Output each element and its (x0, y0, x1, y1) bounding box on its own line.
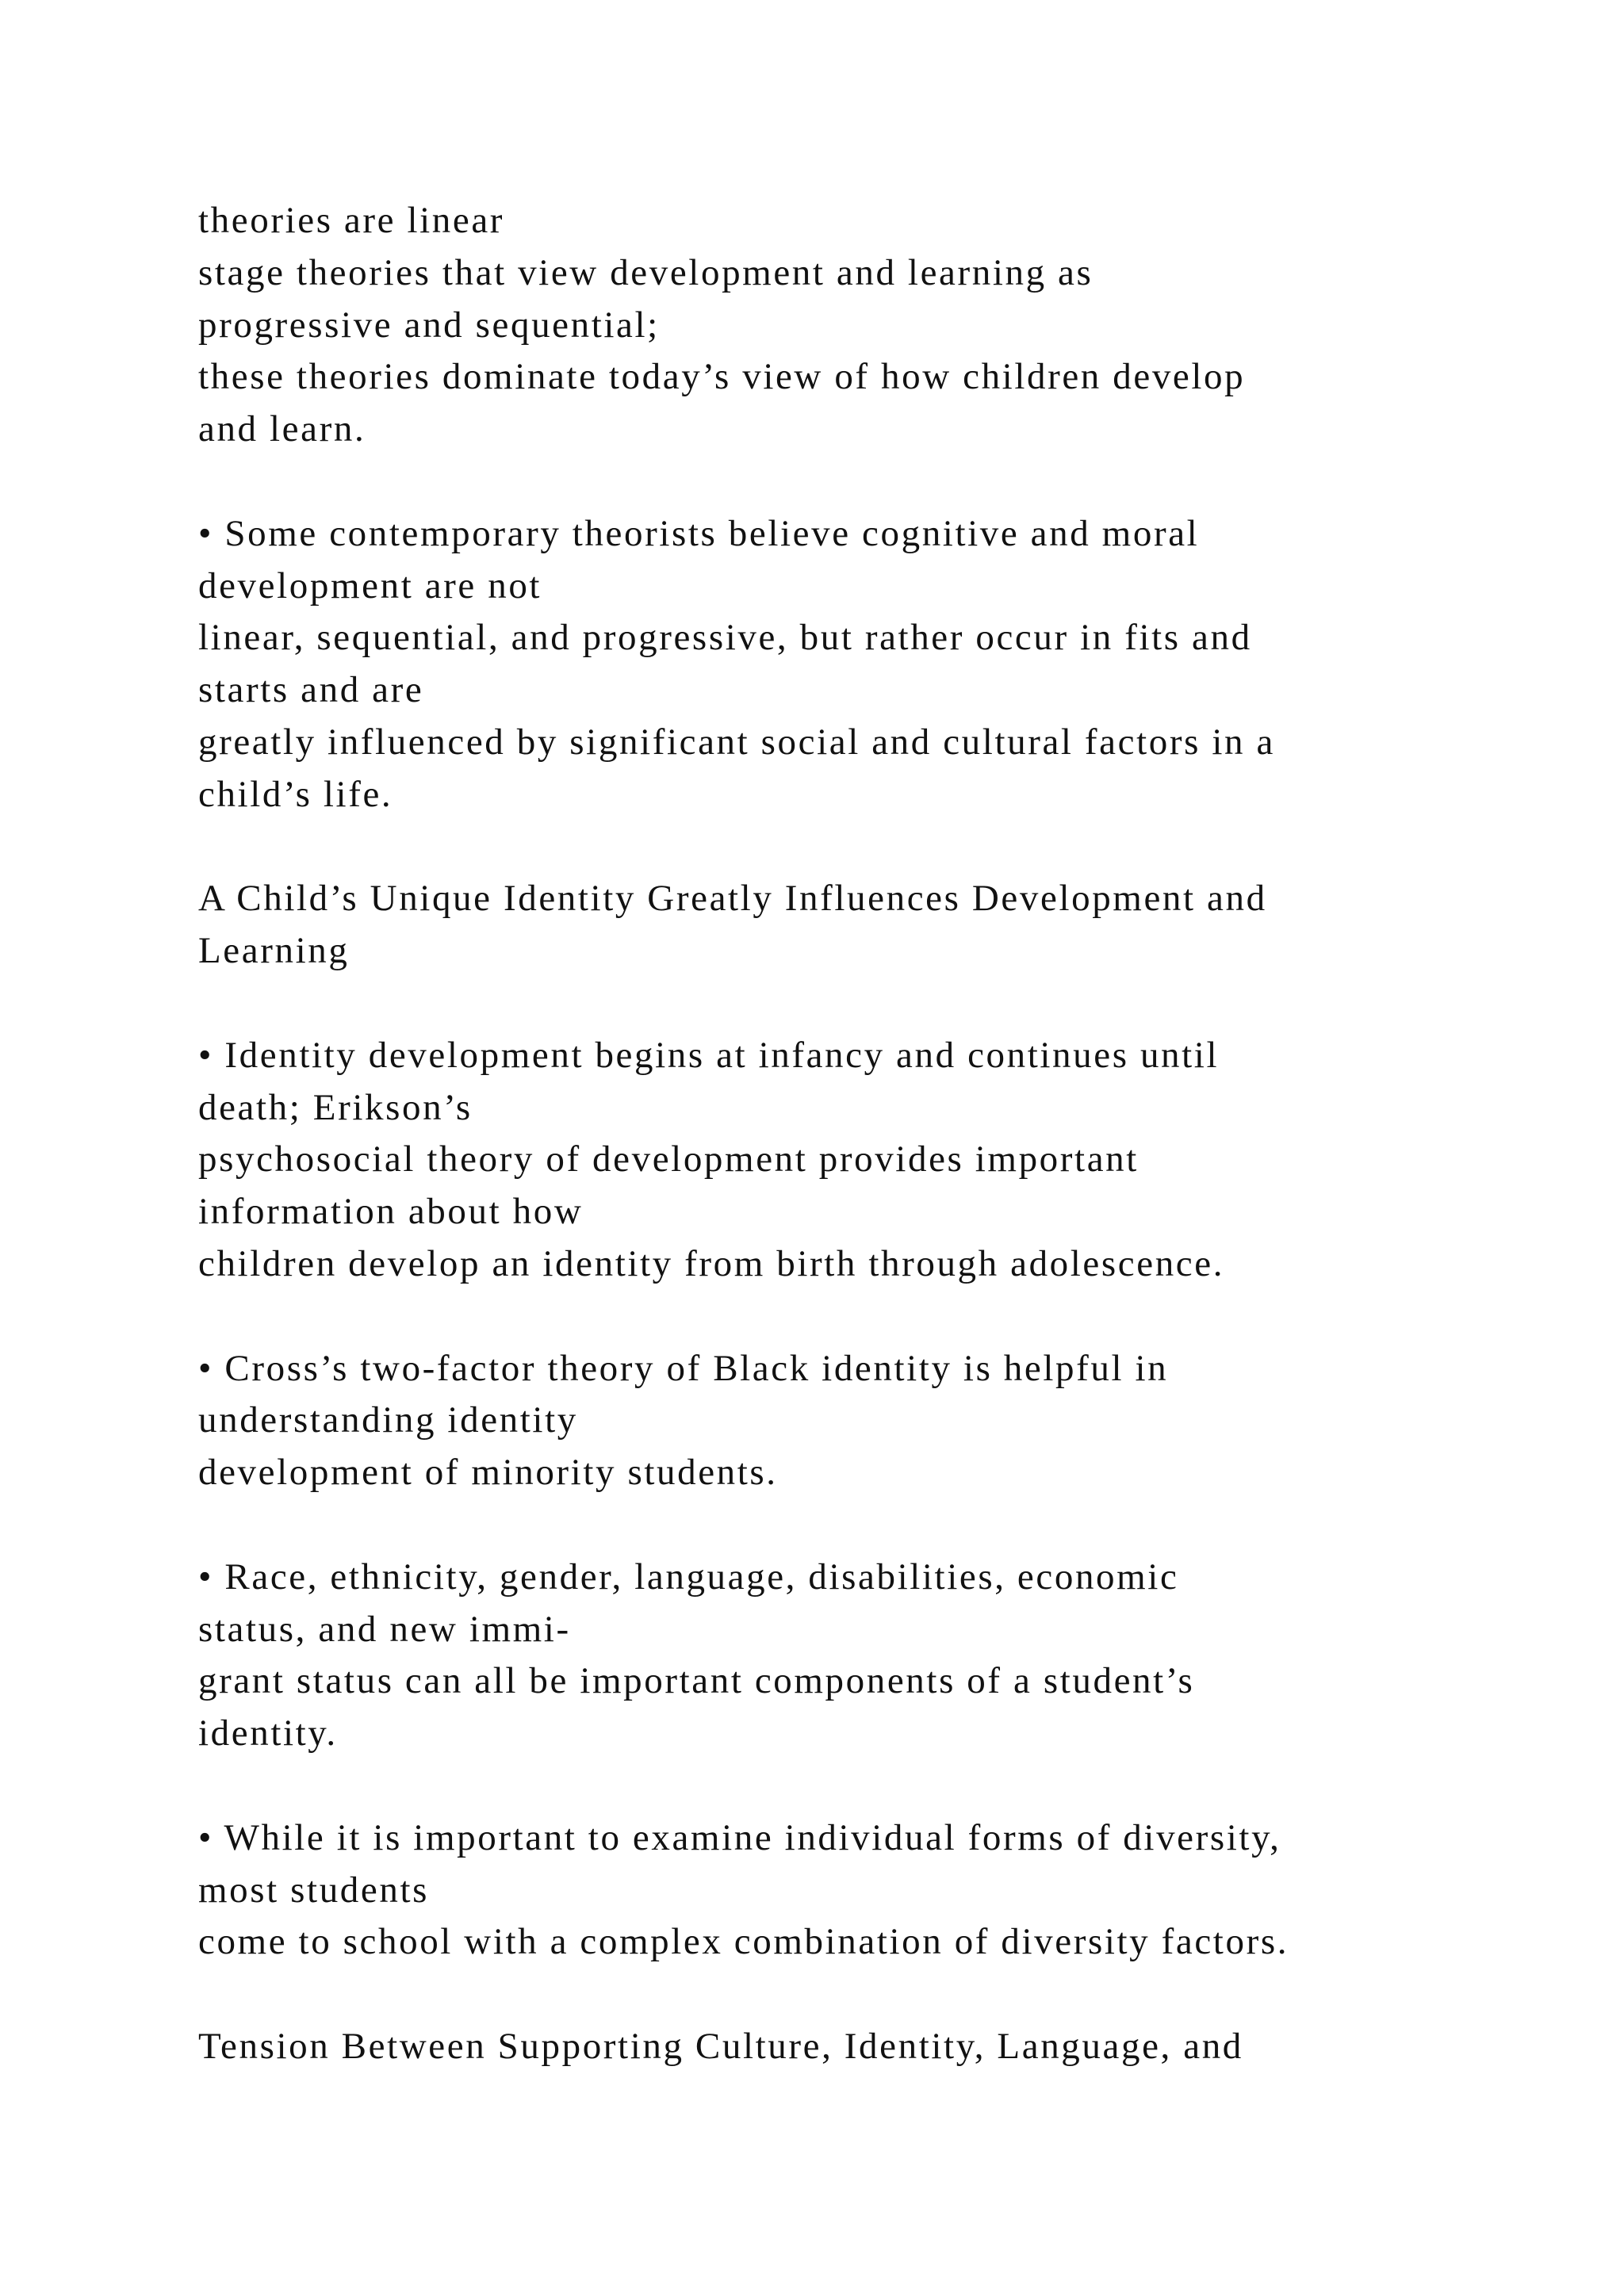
text-line: psychosocial theory of development provides important (198, 1138, 1139, 1181)
text-line: and learn. (198, 408, 366, 450)
text-line: theories are linear (198, 200, 505, 241)
paragraph-stage-theories (198, 195, 1562, 456)
text-line: development are not (198, 564, 542, 607)
text-line: these theories dominate today’s view of how children develop (198, 356, 1246, 398)
text-line: A Child’s Unique Identity Greatly Influences Development and (198, 878, 1267, 920)
section-heading-unique-identity (198, 873, 1562, 978)
text-line: come to school with a complex combination of diversity factors. (198, 1921, 1289, 1963)
text-line: understanding identity (198, 1399, 578, 1441)
text-line: • While it is important to examine individual forms of diversity, (198, 1816, 1281, 1858)
text-line: death; Erikson’s (198, 1086, 473, 1128)
bullet-identity-components (198, 1552, 1562, 1760)
text-line: starts and are (198, 669, 424, 711)
text-line: linear, sequential, and progressive, but rather occur in fits and (198, 617, 1252, 659)
text-line: development of minority students. (198, 1452, 778, 1494)
text-line: identity. (198, 1712, 338, 1755)
text-line: • Identity development begins at infancy and continues until (198, 1034, 1220, 1076)
text-line: Learning (198, 930, 350, 972)
text-line: Tension Between Supporting Culture, Identity, Language, and (198, 2025, 1243, 2067)
section-heading-tension (198, 2021, 1562, 2073)
bullet-contemporary-theorists (198, 508, 1562, 821)
text-line: most students (198, 1869, 430, 1911)
text-line: stage theories that view development and learning as (198, 251, 1094, 293)
text-line: status, and new immi- (198, 1608, 571, 1650)
document-body (198, 195, 1562, 2073)
text-line: greatly influenced by significant social and cultural factors in a (198, 721, 1275, 763)
bullet-cross-theory (198, 1343, 1562, 1499)
text-line: child’s life. (198, 773, 393, 815)
bullet-identity-development (198, 1030, 1562, 1291)
text-line: information about how (198, 1191, 584, 1233)
text-line: grant status can all be important components of a student’s (198, 1660, 1195, 1702)
text-line: progressive and sequential; (198, 304, 660, 346)
text-line: • Race, ethnicity, gender, language, disabilities, economic (198, 1556, 1179, 1598)
bullet-diversity-factors (198, 1812, 1562, 1969)
text-line: children develop an identity from birth through adolescence. (198, 1242, 1225, 1284)
text-line: • Cross’s two-factor theory of Black identity is helpful in (198, 1347, 1169, 1389)
text-line: • Some contemporary theorists believe cognitive and moral (198, 512, 1200, 554)
